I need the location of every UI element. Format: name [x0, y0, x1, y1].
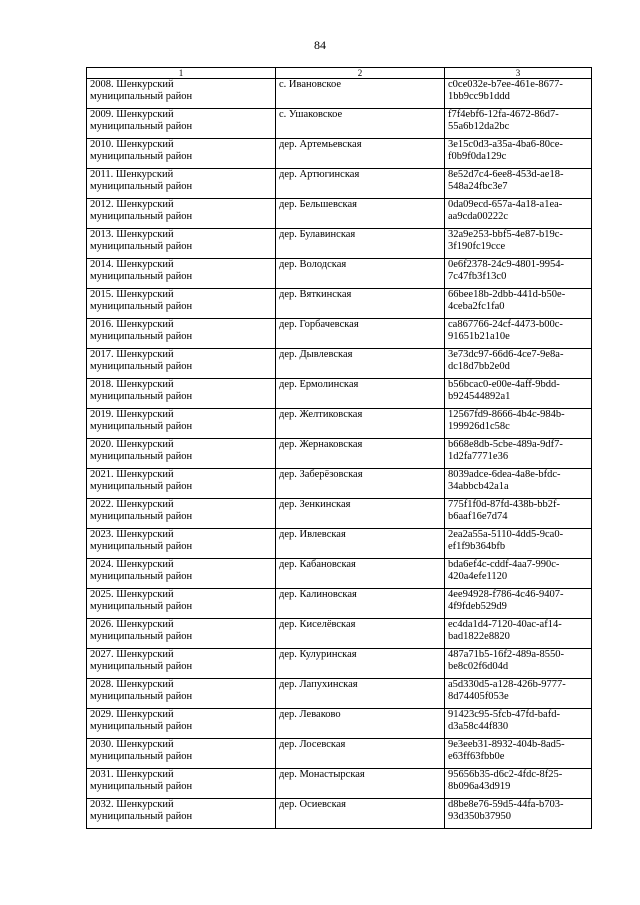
- guid-cell: 775f1f0d-87fd-438b-bb2f- b6aaf16e7d74: [445, 499, 592, 529]
- guid-cell: 0da09ecd-657a-4a18-a1ea- aa9cda00222c: [445, 199, 592, 229]
- district-cell: 2016. Шенкурский муниципальный район: [87, 319, 276, 349]
- district-cell: 2018. Шенкурский муниципальный район: [87, 379, 276, 409]
- guid-cell: 2ea2a55a-5110-4dd5-9ca0- ef1f9b364bfb: [445, 529, 592, 559]
- district-cell: 2031. Шенкурский муниципальный район: [87, 769, 276, 799]
- district-cell: 2021. Шенкурский муниципальный район: [87, 469, 276, 499]
- table-row: [87, 199, 592, 229]
- guid-cell: 91423c95-5fcb-47fd-bafd- d3a58c44f830: [445, 709, 592, 739]
- settlement-cell: дер. Заберёзовская: [276, 469, 445, 499]
- district-cell: 2025. Шенкурский муниципальный район: [87, 589, 276, 619]
- column-header-1: 1: [87, 68, 276, 79]
- district-cell: 2011. Шенкурский муниципальный район: [87, 169, 276, 199]
- guid-cell: 9e3eeb31-8932-404b-8ad5- e63ff63fbb0e: [445, 739, 592, 769]
- guid-cell: f7f4ebf6-12fa-4672-86d7- 55a6b12da2bc: [445, 109, 592, 139]
- header-row: [87, 68, 592, 79]
- table-row: [87, 499, 592, 529]
- table-row: [87, 349, 592, 379]
- guid-cell: 3e73dc97-66d6-4ce7-9e8a- dc18d7bb2e0d: [445, 349, 592, 379]
- guid-cell: c0ce032e-b7ee-461e-8677- 1bb9cc9b1ddd: [445, 79, 592, 109]
- district-cell: 2015. Шенкурский муниципальный район: [87, 289, 276, 319]
- table-row: [87, 169, 592, 199]
- settlement-cell: дер. Кулуринская: [276, 649, 445, 679]
- guid-cell: 66bee18b-2dbb-441d-b50e- 4ceba2fc1fa0: [445, 289, 592, 319]
- settlement-cell: дер. Дывлевская: [276, 349, 445, 379]
- table-row: [87, 589, 592, 619]
- settlement-cell: дер. Жернаковская: [276, 439, 445, 469]
- district-cell: 2014. Шенкурский муниципальный район: [87, 259, 276, 289]
- table-row: [87, 529, 592, 559]
- table-row: [87, 139, 592, 169]
- table-row: [87, 559, 592, 589]
- guid-cell: b668e8db-5cbe-489a-9df7- 1d2fa7771e36: [445, 439, 592, 469]
- settlement-cell: дер. Лапухинская: [276, 679, 445, 709]
- guid-cell: 32a9e253-bbf5-4e87-b19c- 3f190fc19cce: [445, 229, 592, 259]
- settlement-cell: дер. Калиновская: [276, 589, 445, 619]
- district-cell: 2010. Шенкурский муниципальный район: [87, 139, 276, 169]
- table-row: [87, 409, 592, 439]
- column-header-2: 2: [276, 68, 445, 79]
- settlement-cell: дер. Монастырская: [276, 769, 445, 799]
- settlement-cell: дер. Желтиковская: [276, 409, 445, 439]
- settlement-cell: дер. Артюгинская: [276, 169, 445, 199]
- district-cell: 2022. Шенкурский муниципальный район: [87, 499, 276, 529]
- district-cell: 2019. Шенкурский муниципальный район: [87, 409, 276, 439]
- district-cell: 2013. Шенкурский муниципальный район: [87, 229, 276, 259]
- settlement-cell: дер. Киселёвская: [276, 619, 445, 649]
- guid-cell: 0e6f2378-24c9-4801-9954- 7c47fb3f13c0: [445, 259, 592, 289]
- table-row: [87, 469, 592, 499]
- table-row: [87, 619, 592, 649]
- table-row: [87, 679, 592, 709]
- settlement-cell: дер. Горбачевская: [276, 319, 445, 349]
- district-cell: 2020. Шенкурский муниципальный район: [87, 439, 276, 469]
- settlement-cell: с. Ушаковское: [276, 109, 445, 139]
- settlement-cell: дер. Зенкинская: [276, 499, 445, 529]
- guid-cell: a5d330d5-a128-426b-9777- 8d74405f053e: [445, 679, 592, 709]
- guid-cell: 3e15c0d3-a35a-4ba6-80ce- f0b9f0da129c: [445, 139, 592, 169]
- guid-cell: 12567fd9-8666-4b4c-984b- 199926d1c58c: [445, 409, 592, 439]
- guid-cell: 8039adce-6dea-4a8e-bfdc- 34abbcb42a1a: [445, 469, 592, 499]
- guid-cell: 8e52d7c4-6ee8-453d-ae18- 548a24fbc3e7: [445, 169, 592, 199]
- table-row: [87, 109, 592, 139]
- guid-cell: bda6ef4c-cddf-4aa7-990c- 420a4efe1120: [445, 559, 592, 589]
- district-cell: 2029. Шенкурский муниципальный район: [87, 709, 276, 739]
- guid-cell: b56bcac0-e00e-4aff-9bdd- b924544892a1: [445, 379, 592, 409]
- guid-cell: d8be8e76-59d5-44fa-b703- 93d350b37950: [445, 799, 592, 829]
- district-cell: 2023. Шенкурский муниципальный район: [87, 529, 276, 559]
- district-cell: 2028. Шенкурский муниципальный район: [87, 679, 276, 709]
- settlement-cell: дер. Осиевская: [276, 799, 445, 829]
- table-row: [87, 319, 592, 349]
- guid-cell: 4ee94928-f786-4c46-9407- 4f9fdeb529d9: [445, 589, 592, 619]
- table-row: [87, 289, 592, 319]
- settlement-cell: дер. Ермолинская: [276, 379, 445, 409]
- settlement-cell: дер. Кабановская: [276, 559, 445, 589]
- district-cell: 2024. Шенкурский муниципальный район: [87, 559, 276, 589]
- guid-cell: 487a71b5-16f2-489a-8550- be8c02f6d04d: [445, 649, 592, 679]
- settlement-cell: дер. Лосевская: [276, 739, 445, 769]
- column-header-3: 3: [445, 68, 592, 79]
- settlement-cell: дер. Ивлевская: [276, 529, 445, 559]
- settlement-cell: дер. Володская: [276, 259, 445, 289]
- district-cell: 2009. Шенкурский муниципальный район: [87, 109, 276, 139]
- page-number: 84: [314, 38, 326, 52]
- table-row: [87, 259, 592, 289]
- district-cell: 2012. Шенкурский муниципальный район: [87, 199, 276, 229]
- district-cell: 2027. Шенкурский муниципальный район: [87, 649, 276, 679]
- district-cell: 2017. Шенкурский муниципальный район: [87, 349, 276, 379]
- table-row: [87, 379, 592, 409]
- district-cell: 2030. Шенкурский муниципальный район: [87, 739, 276, 769]
- settlement-cell: дер. Артемьевская: [276, 139, 445, 169]
- settlement-cell: дер. Леваково: [276, 709, 445, 739]
- table-row: [87, 229, 592, 259]
- table-row: [87, 739, 592, 769]
- guid-cell: ca867766-24cf-4473-b00c- 91651b21a10e: [445, 319, 592, 349]
- settlement-cell: дер. Бельшевская: [276, 199, 445, 229]
- table-row: [87, 709, 592, 739]
- settlement-cell: дер. Булавинская: [276, 229, 445, 259]
- guid-cell: 95656b35-d6c2-4fdc-8f25- 8b096a43d919: [445, 769, 592, 799]
- table-row: [87, 79, 592, 109]
- table-row: [87, 799, 592, 829]
- registry-table: [86, 67, 592, 829]
- guid-cell: ec4da1d4-7120-40ac-af14- bad1822e8820: [445, 619, 592, 649]
- table-row: [87, 769, 592, 799]
- table-row: [87, 439, 592, 469]
- district-cell: 2026. Шенкурский муниципальный район: [87, 619, 276, 649]
- table-row: [87, 649, 592, 679]
- district-cell: 2008. Шенкурский муниципальный район: [87, 79, 276, 109]
- settlement-cell: дер. Вяткинская: [276, 289, 445, 319]
- settlement-cell: с. Ивановское: [276, 79, 445, 109]
- district-cell: 2032. Шенкурский муниципальный район: [87, 799, 276, 829]
